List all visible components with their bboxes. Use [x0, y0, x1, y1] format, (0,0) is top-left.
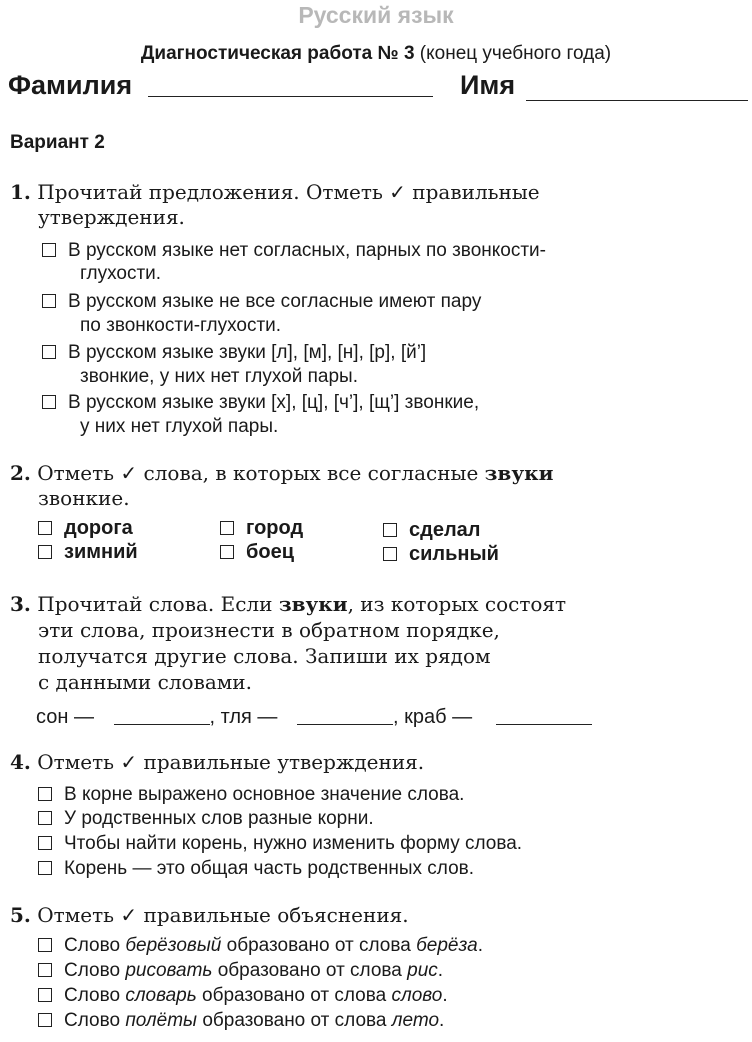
q2-word-6[interactable]: сильный [383, 543, 499, 566]
q2-line1: 2. Отметь ✓ слова, в которых все согласные звуки [10, 461, 554, 485]
q4-option-1[interactable]: В корне выражено основное значение слова. [38, 782, 464, 807]
checkbox[interactable] [38, 963, 52, 977]
checkbox[interactable] [38, 545, 52, 559]
q3-word-1: сон — [36, 706, 94, 728]
q3-answer-line [36, 705, 592, 730]
q2-word-2[interactable]: город [220, 517, 303, 540]
q4-option-3[interactable]: Чтобы найти корень, нужно изменить форму слова. [38, 831, 522, 856]
q2-word-3[interactable]: сделал [383, 519, 480, 542]
q3-blank-1[interactable] [114, 708, 210, 725]
q2-word-5[interactable]: боец [220, 541, 294, 564]
q1-option-2[interactable]: В русском языке не все согласные имеют пару [42, 289, 481, 314]
q3-line2: эти слова, произнести в обратном порядке, [38, 618, 500, 642]
q5-option-1[interactable]: Слово берёзовый образовано от слова берёза. [38, 933, 483, 958]
q3-word-3: , краб — [392, 706, 473, 728]
q1-option-4[interactable]: В русском языке звуки [х], [ц], [ч’], [щ’] звонкие, [42, 390, 479, 415]
q4-option-4[interactable]: Корень — это общая часть родственных слов. [38, 856, 474, 881]
checkbox[interactable] [42, 294, 56, 308]
checkbox[interactable] [38, 861, 52, 875]
name-field[interactable] [526, 100, 748, 101]
q1-option-2-cont: по звонкости-глухости. [80, 315, 282, 336]
checkbox[interactable] [383, 523, 397, 537]
q4-option-2[interactable]: У родственных слов разные корни. [38, 806, 374, 831]
q3-word-2: , тля — [209, 706, 278, 728]
q3-blank-2[interactable] [297, 708, 393, 725]
q2-line2: звонкие. [38, 486, 130, 510]
q1-option-3[interactable]: В русском языке звуки [л], [м], [н], [р], [й’] [42, 340, 426, 365]
checkbox[interactable] [220, 545, 234, 559]
checkbox[interactable] [42, 345, 56, 359]
q2-word-1[interactable]: дорога [38, 517, 133, 540]
q1-option-4-cont: у них нет глухой пары. [80, 416, 279, 437]
subject-title: Русский язык [298, 2, 454, 28]
checkbox[interactable] [38, 836, 52, 850]
q1-option-1-cont: глухости. [80, 263, 162, 284]
q1-line1: 1. Прочитай предложения. Отметь ✓ правильные [10, 180, 540, 204]
q2-word-4[interactable]: зимний [38, 541, 138, 564]
q1-option-1[interactable]: В русском языке нет согласных, парных по звонкости- [42, 238, 546, 263]
checkbox[interactable] [38, 811, 52, 825]
work-title: Диагностическая работа № 3 (конец учебного года) [140, 43, 612, 64]
checkbox[interactable] [38, 988, 52, 1002]
q3-line4: с данными словами. [38, 670, 252, 694]
checkbox[interactable] [38, 521, 52, 535]
checkbox[interactable] [38, 787, 52, 801]
checkbox[interactable] [42, 395, 56, 409]
surname-field[interactable] [148, 96, 433, 97]
q5-line1: 5. Отметь ✓ правильные объяснения. [10, 903, 409, 927]
q3-blank-3[interactable] [496, 708, 592, 725]
checkbox[interactable] [42, 243, 56, 257]
name-label: Имя [460, 70, 516, 100]
variant-label: Вариант 2 [10, 132, 105, 153]
checkbox[interactable] [220, 521, 234, 535]
q3-line1: 3. Прочитай слова. Если звуки, из которых состоят [10, 592, 567, 616]
q1-line2: утверждения. [38, 205, 185, 229]
checkbox[interactable] [38, 1013, 52, 1027]
q5-option-3[interactable]: Слово словарь образовано от слова слово. [38, 983, 448, 1008]
q5-option-2[interactable]: Слово рисовать образовано от слова рис. [38, 958, 443, 983]
checkbox[interactable] [38, 938, 52, 952]
q1-option-3-cont: звонкие, у них нет глухой пары. [80, 366, 358, 387]
q3-line3: получатся другие слова. Запиши их рядом [38, 644, 491, 668]
q5-option-4[interactable]: Слово полёты образовано от слова лето. [38, 1008, 444, 1033]
surname-label: Фамилия [8, 70, 133, 100]
q4-line1: 4. Отметь ✓ правильные утверждения. [10, 750, 425, 774]
checkbox[interactable] [383, 547, 397, 561]
